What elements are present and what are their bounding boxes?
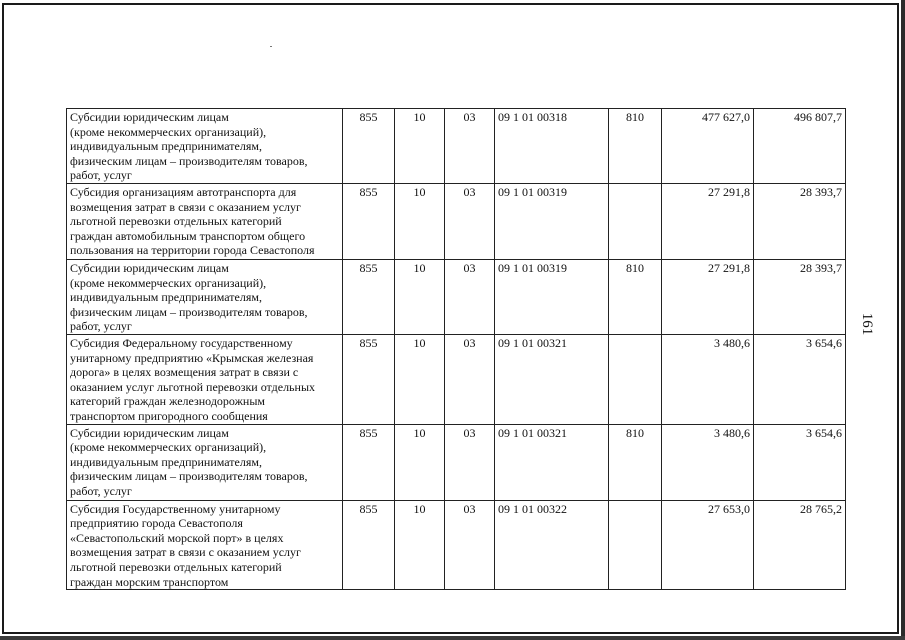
row-name: Субсидии юридическим лицам (кроме некоммерческих организаций), индивидуальным предпринимателям, физическим лицам – производителям товаров, работ, услуг bbox=[67, 109, 343, 184]
row-sum-year2: 3 654,6 bbox=[754, 334, 846, 424]
row-expense-type bbox=[609, 500, 662, 590]
row-subsection: 03 bbox=[445, 424, 495, 500]
row-expense-type: 810 bbox=[609, 259, 662, 334]
row-subsection: 03 bbox=[445, 183, 495, 259]
row-sum-year1: 3 480,6 bbox=[662, 424, 754, 500]
row-expense-type: 810 bbox=[609, 424, 662, 500]
row-subsection: 03 bbox=[445, 259, 495, 334]
row-sum-year1: 477 627,0 bbox=[662, 109, 754, 184]
row-section: 10 bbox=[395, 109, 445, 184]
row-grbs: 855 bbox=[343, 109, 395, 184]
table-row bbox=[67, 334, 846, 424]
row-expense-type bbox=[609, 183, 662, 259]
table-row bbox=[67, 424, 846, 500]
row-subsection: 03 bbox=[445, 500, 495, 590]
row-target-article: 09 1 01 00322 bbox=[495, 500, 609, 590]
row-name: Субсидии юридическим лицам (кроме некоммерческих организаций), индивидуальным предпринимателям, физическим лицам – производителям товаров, работ, услуг bbox=[67, 259, 343, 334]
row-grbs: 855 bbox=[343, 259, 395, 334]
row-target-article: 09 1 01 00321 bbox=[495, 334, 609, 424]
row-target-article: 09 1 01 00318 bbox=[495, 109, 609, 184]
row-sum-year1: 27 291,8 bbox=[662, 259, 754, 334]
row-target-article: 09 1 01 00319 bbox=[495, 259, 609, 334]
row-expense-type bbox=[609, 334, 662, 424]
row-subsection: 03 bbox=[445, 109, 495, 184]
table-row bbox=[67, 259, 846, 334]
row-sum-year2: 28 393,7 bbox=[754, 183, 846, 259]
row-section: 10 bbox=[395, 334, 445, 424]
row-subsection: 03 bbox=[445, 334, 495, 424]
row-section: 10 bbox=[395, 500, 445, 590]
scan-speck bbox=[270, 46, 272, 47]
table-row bbox=[67, 183, 846, 259]
row-sum-year1: 3 480,6 bbox=[662, 334, 754, 424]
budget-table bbox=[66, 108, 846, 590]
row-name: Субсидия Государственному унитарному предприятию города Севастополя «Севастопольский морской порт» в целях возмещения затрат в связи с оказанием услуг льготной перевозки отдельных категорий граждан морским транспортом bbox=[67, 500, 343, 590]
row-section: 10 bbox=[395, 259, 445, 334]
row-name: Субсидия Федеральному государственному унитарному предприятию «Крымская железная дорога» в целях возмещения затрат в связи с оказанием услуг льготной перевозки отдельных категорий граждан железнодорожным транспортом пригородного сообщения bbox=[67, 334, 343, 424]
row-grbs: 855 bbox=[343, 183, 395, 259]
row-section: 10 bbox=[395, 183, 445, 259]
table-row bbox=[67, 500, 846, 590]
page-number: 161 bbox=[859, 312, 875, 336]
row-sum-year1: 27 291,8 bbox=[662, 183, 754, 259]
row-sum-year2: 3 654,6 bbox=[754, 424, 846, 500]
row-target-article: 09 1 01 00321 bbox=[495, 424, 609, 500]
row-sum-year2: 28 765,2 bbox=[754, 500, 846, 590]
row-expense-type: 810 bbox=[609, 109, 662, 184]
row-grbs: 855 bbox=[343, 500, 395, 590]
row-sum-year2: 28 393,7 bbox=[754, 259, 846, 334]
row-sum-year2: 496 807,7 bbox=[754, 109, 846, 184]
row-grbs: 855 bbox=[343, 424, 395, 500]
row-name: Субсидии юридическим лицам (кроме некоммерческих организаций), индивидуальным предпринимателям, физическим лицам – производителям товаров, работ, услуг bbox=[67, 424, 343, 500]
row-section: 10 bbox=[395, 424, 445, 500]
row-name: Субсидия организациям автотранспорта для возмещения затрат в связи с оказанием услуг льготной перевозки отдельных категорий граждан автомобильным транспортом общего пользования на территории города Севастополя bbox=[67, 183, 343, 259]
scan-edge-right bbox=[901, 0, 905, 640]
row-grbs: 855 bbox=[343, 334, 395, 424]
row-sum-year1: 27 653,0 bbox=[662, 500, 754, 590]
table-row bbox=[67, 109, 846, 184]
scan-edge-bottom bbox=[0, 636, 905, 640]
row-target-article: 09 1 01 00319 bbox=[495, 183, 609, 259]
